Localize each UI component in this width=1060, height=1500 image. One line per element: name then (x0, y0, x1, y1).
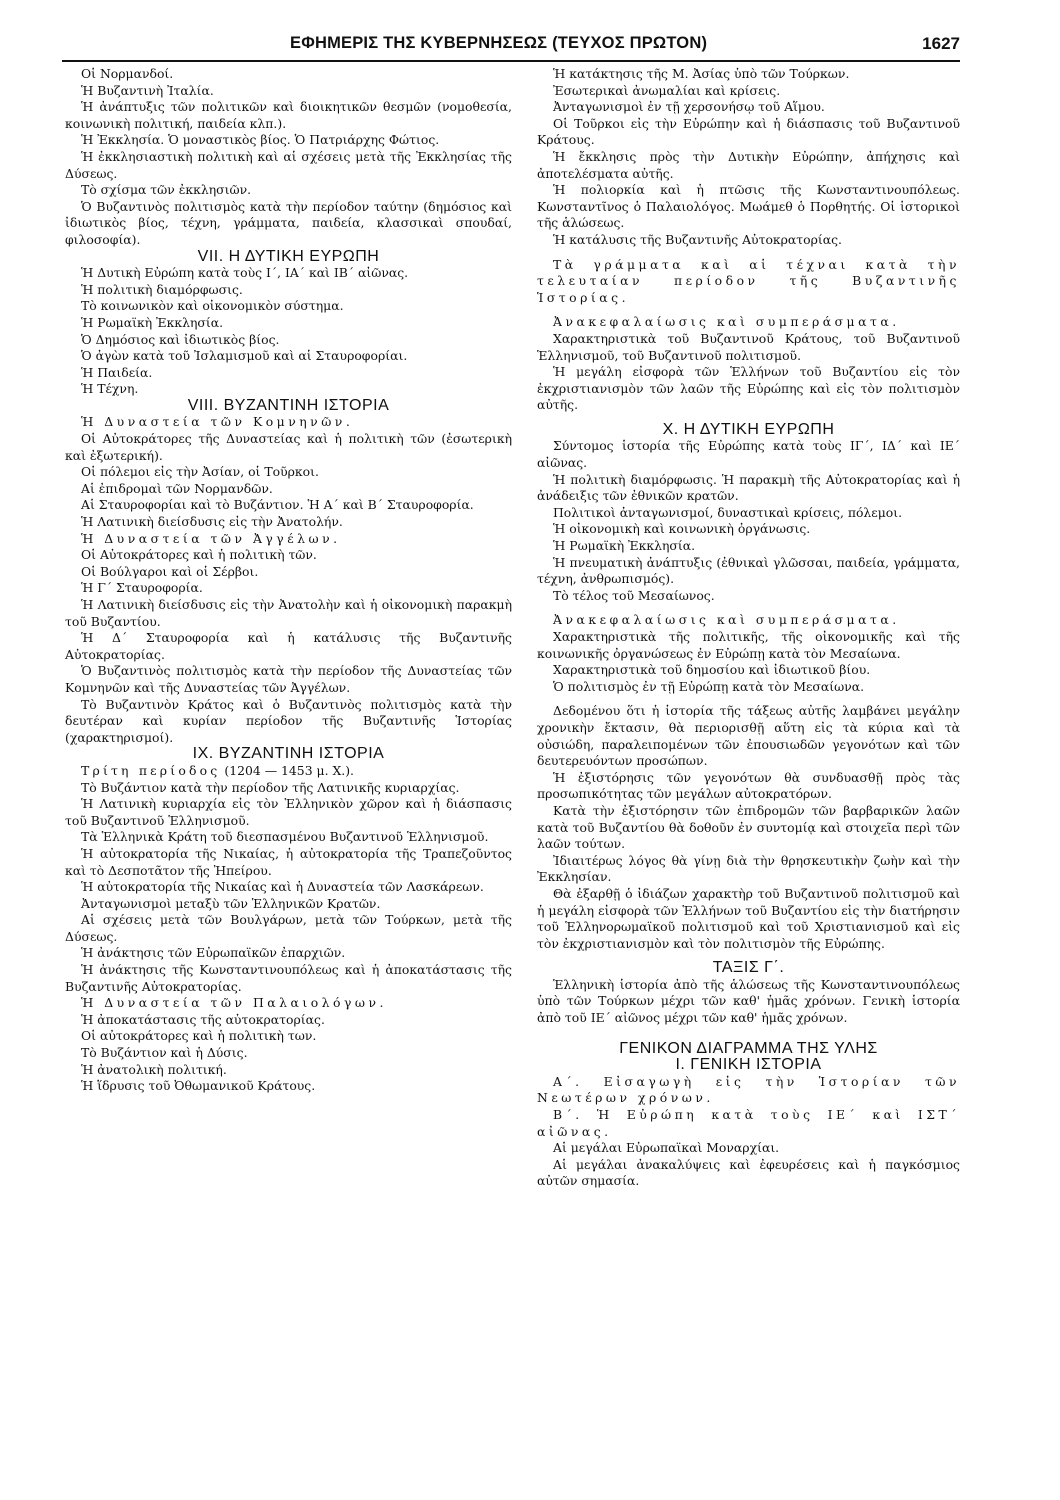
section-heading-x: Χ. Η ΔΥΤΙΚΗ ΕΥΡΩΠΗ (662, 420, 835, 438)
spaced-subheading: Ἡ Δυναστεία τῶν Ἀγγέλων. (81, 530, 341, 546)
text-line: Ἡ Ρωμαϊκὴ Ἐκκλησία. (553, 538, 696, 554)
text-line: Ἡ Τέχνη. (81, 381, 139, 397)
spacer (537, 604, 960, 612)
text-paragraph: Ὁ Βυζαντινὸς πολιτισμὸς κατὰ τὴν περίοδον τῆς Δυναστείας τῶν Κομνηνῶν καὶ τῆς Δυναστείας τῶν Ἀγγέλων. (65, 663, 512, 695)
text-line: Ἡ ἀποκατάστασις τῆς αὐτοκρατορίας. (81, 1011, 325, 1027)
text-paragraph: Τὰ Ἑλληνικὰ Κράτη τοῦ διεσπασμένου Βυζαντινοῦ Ἑλληνισμοῦ. (81, 829, 489, 845)
period-label: Τρίτη περίοδος (81, 762, 221, 778)
text-line: Ἡ πολιτικὴ διαμόρφωσις. (81, 281, 243, 297)
class-heading: ΤΑΞΙΣ Γ΄. (712, 959, 785, 977)
text-paragraph: Ἡ ἐκκλησιαστικὴ πολιτικὴ καὶ αἱ σχέσεις μετὰ τῆς Ἐκκλησίας τῆς Δύσεως. (65, 148, 512, 181)
text-paragraph: Ἡ ἀνάπτυξις τῶν πολιτικῶν καὶ διοικητικῶν θεσμῶν (νομοθεσία, κοινωνικὴ πολιτική, παιδεία κλπ.). (65, 99, 512, 131)
spaced-subheading: Α΄. Εἰσαγωγὴ εἰς τὴν Ἱστορίαν τῶν Νεωτέρων χρόνων. (537, 1073, 960, 1106)
text-line: Τὸ σχίσμα τῶν ἐκκλησιῶν. (81, 182, 252, 198)
spacer (537, 1027, 960, 1041)
text-paragraph: Ἡ μεγάλη εἰσφορὰ τῶν Ἑλλήνων τοῦ Βυζαντίου εἰς τὸν ἐκχριστιανισμὸν τῶν λαῶν τῆς Εὐρώπης καὶ εἰς τὸν πολιτισμὸν αὐτῆς. (537, 364, 960, 413)
text-paragraph: Ἡ ἐξιστόρησις τῶν γεγονότων θὰ συνδυασθῇ πρὸς τὰς προσωπικότητας τῶν μεγάλων αὐτοκρατόρων. (537, 769, 960, 802)
text-line: Οἱ Βούλγαροι καὶ οἱ Σέρβοι. (81, 563, 259, 579)
text-line: Τὸ κοινωνικὸν καὶ οἰκονομικὸν σύστημα. (81, 298, 344, 314)
text-line: Ἡ Παιδεία. (81, 364, 153, 380)
text-line: Οἱ πόλεμοι εἰς τὴν Ἀσίαν, οἱ Τοῦρκοι. (81, 464, 319, 480)
spaced-subheading: Ἡ Δυναστεία τῶν Παλαιολόγων. (81, 995, 387, 1011)
spaced-subheading: Β΄. Ἡ Εὐρώπη κατὰ τοὺς ΙΕ΄ καὶ ΙΣΤ΄ αἰῶνας. (537, 1107, 960, 1139)
section-heading-vii: VII. Η ΔΥΤΙΚΗ ΕΥΡΩΠΗ (197, 247, 380, 265)
section-heading-ix: IX. ΒΥΖΑΝΤΙΝΗ ΙΣΤΟΡΙΑ (192, 745, 385, 763)
right-column (537, 66, 960, 1190)
header-rule (62, 60, 960, 62)
text-line: Οἱ Νορμανδοί. (81, 66, 174, 81)
text-line: Ἡ Βυζαντινὴ Ἰταλία. (81, 82, 214, 98)
text-line: Ἡ ἵδρυσις τοῦ Ὀθωμανικοῦ Κράτους. (81, 1078, 316, 1094)
syllabus-heading: ΓΕΝΙΚΟΝ ΔΙΑΓΡΑΜΜΑ ΤΗΣ ΥΛΗΣ (619, 1039, 878, 1057)
spacer (537, 695, 960, 703)
text-paragraph: Ἡ Ἐκκλησία. Ὁ μοναστικὸς βίος. Ὁ Πατριάρχης Φώτιος. (81, 132, 440, 148)
text-line: Ἡ ἀνατολικὴ πολιτική. (81, 1061, 227, 1077)
page-number: 1627 (922, 34, 960, 53)
text-line: Αἱ μεγάλαι Εὐρωπαϊκαὶ Μοναρχίαι. (553, 1140, 780, 1156)
text-paragraph: Ἰδιαιτέρως λόγος θὰ γίνῃ διὰ τὴν θρησκευτικὴν ζωὴν καὶ τὴν Ἐκκλησίαν. (537, 852, 960, 885)
text-paragraph: Χαρακτηριστικὰ τοῦ Βυζαντινοῦ Κράτους, τοῦ Βυζαντινοῦ Ἑλληνισμοῦ, τοῦ Βυζαντινοῦ πολιτισμοῦ. (537, 330, 960, 363)
left-column (65, 66, 512, 1095)
text-line: Αἱ ἐπιδρομαὶ τῶν Νορμανδῶν. (81, 480, 273, 496)
text-paragraph: Ἡ πολιορκία καὶ ἡ πτῶσις τῆς Κωνσταντινουπόλεως. Κωνσταντῖνος ὁ Παλαιολόγος. Μωάμεθ ὁ Πορθητής. Οἱ ἱστορικοὶ τῆς ἁλώσεως. (537, 182, 960, 231)
text-line: Ἡ κατάλυσις τῆς Βυζαντινῆς Αὐτοκρατορίας. (553, 231, 842, 247)
text-line: Χαρακτηριστικὰ τοῦ δημοσίου καὶ ἰδιωτικοῦ βίου. (553, 662, 871, 678)
text-paragraph: Δεδομένου ὅτι ἡ ἱστορία τῆς τάξεως αὐτῆς λαμβάνει μεγάλην χρονικὴν ἔκτασιν, θὰ περιορισθῇ αὕτη εἰς τὰ κύρια καὶ τὰ οὐσιώδη, παραλειπομένων τῶν ἐπουσιωδῶν γεγονότων καὶ τῶν δευτερευόντων προσώπων. (537, 703, 960, 769)
text-line: Ἡ κατάκτησις τῆς Μ. Ἀσίας ὑπὸ τῶν Τούρκων. (553, 66, 850, 81)
text-line: Ἡ οἰκονομικὴ καὶ κοινωνικὴ ὀργάνωσις. (553, 521, 811, 537)
text-paragraph: Ὁ Βυζαντινὸς πολιτισμὸς κατὰ τὴν περίοδον ταύτην (δημόσιος καὶ ἰδιωτικὸς βίος, τέχνη, γράμματα, παιδεία, κλασσικαὶ σπουδαί, φιλοσοφία). (65, 198, 512, 247)
text-paragraph: Ἡ ἀνάκτησις τῆς Κωνσταντινουπόλεως καὶ ἡ ἀποκατάστασις τῆς Βυζαντινῆς Αὐτοκρατορίας. (65, 962, 512, 994)
period-line (65, 763, 512, 780)
text-paragraph: Οἱ Τοῦρκοι εἰς τὴν Εὐρώπην καὶ ἡ διάσπασις τοῦ Βυζαντινοῦ Κράτους. (537, 115, 960, 148)
text-paragraph: Αἱ μεγάλαι ἀνακαλύψεις καὶ ἐφευρέσεις καὶ ἡ παγκόσμιος αὐτῶν σημασία. (537, 1156, 960, 1189)
text-line: Ἐσωτερικαὶ ἀνωμαλίαι καὶ κρίσεις. (553, 82, 781, 98)
text-line: Ἀνταγωνισμοὶ μεταξὺ τῶν Ἑλληνικῶν Κρατῶν. (81, 895, 381, 911)
spaced-subheading: Ἀνακεφαλαίωσις καὶ συμπεράσματα. (553, 612, 900, 628)
text-paragraph: Τὸ Βυζάντιον κατὰ τὴν περίοδον τῆς Λατινικῆς κυριαρχίας. (81, 779, 460, 795)
text-line: Ὁ Δημόσιος καὶ ἰδιωτικὸς βίος. (81, 331, 280, 347)
text-paragraph: Ἡ πολιτικὴ διαμόρφωσις. Ἡ παρακμὴ τῆς Αὐτοκρατορίας καὶ ἡ ἀνάδειξις τῶν ἐθνικῶν κρατῶν. (537, 471, 960, 504)
text-line: Πολιτικοὶ ἀνταγωνισμοί, δυναστικαὶ κρίσεις, πόλεμοι. (553, 504, 903, 520)
text-paragraph: Αἱ σχέσεις μετὰ τῶν Βουλγάρων, μετὰ τῶν Τούρκων, μετὰ τῆς Δύσεως. (65, 912, 512, 944)
text-paragraph: Θὰ ἐξαρθῇ ὁ ἰδιάζων χαρακτὴρ τοῦ Βυζαντινοῦ πολιτισμοῦ καὶ ἡ μεγάλη εἰσφορὰ τῶν Ἑλλήνων τοῦ Βυζαντίου εἰς τὴν διατήρησιν τοῦ Ἑλληνορωμαϊκοῦ πολιτισμοῦ καὶ τοῦ Χριστιανισμοῦ καὶ εἰς τὸν ἐκχριστιανισμὸν καὶ τὸν πολιτισμὸν τῆς Εὐρώπης. (537, 885, 960, 951)
section-heading-viii: VIII. ΒΥΖΑΝΤΙΝΗ ΙΣΤΟΡΙΑ (187, 396, 390, 414)
general-history-heading: Ι. ΓΕΝΙΚΗ ΙΣΤΟΡΙΑ (675, 1056, 822, 1074)
spacer (537, 249, 960, 257)
text-line: Τὸ Βυζάντιον καὶ ἡ Δύσις. (81, 1045, 248, 1061)
text-paragraph: Ἡ Λατινικὴ κυριαρχία εἰς τὸν Ἑλληνικὸν χῶρον καὶ ἡ διάσπασις τοῦ Βυζαντινοῦ Ἑλληνισμοῦ. (65, 796, 512, 828)
spaced-subheading: Ἡ Δυναστεία τῶν Κομνηνῶν. (81, 414, 354, 430)
text-paragraph: Οἱ Αὐτοκράτορες τῆς Δυναστείας καὶ ἡ πολιτικὴ τῶν (ἐσωτερικὴ καὶ ἐξωτερική). (65, 431, 512, 463)
text-paragraph: Ἑλληνικὴ ἱστορία ἀπὸ τῆς ἁλώσεως τῆς Κωνσταντινουπόλεως ὑπὸ τῶν Τούρκων μέχρι τῶν καθ' ἡμᾶς χρόνων. Γενικὴ ἱστορία ἀπὸ τοῦ ΙΕ΄ αἰῶνος μέχρι τῶν καθ' ἡμᾶς χρόνων. (537, 976, 960, 1026)
text-line: Τὸ τέλος τοῦ Μεσαίωνος. (553, 587, 715, 603)
period-dates: (1204 — 1453 μ. Χ.). (224, 762, 354, 778)
text-line: Οἱ αὐτοκράτορες καὶ ἡ πολιτικὴ των. (81, 1028, 317, 1044)
text-paragraph: Ἡ ἔκκλησις πρὸς τὴν Δυτικὴν Εὐρώπην, ἀπήχησις καὶ ἀποτελέσματα αὐτῆς. (537, 148, 960, 181)
text-line: Ὁ ἀγὼν κατὰ τοῦ Ἰσλαμισμοῦ καὶ αἱ Σταυροφορίαι. (81, 348, 408, 364)
gazette-header-title: ΕΦΗΜΕΡΙΣ ΤΗΣ ΚΥΒΕΡΝΗΣΕΩΣ (ΤΕΥΧΟΣ ΠΡΩΤΟΝ) (290, 34, 708, 52)
spaced-subheading: Τὰ γράμματα καὶ αἱ τέχναι κατὰ τὴν τελευταίαν περίοδον τῆς Βυζαντινῆς Ἱστορίας. (537, 256, 960, 305)
text-line: Ἡ Ρωμαϊκὴ Ἐκκλησία. (81, 314, 224, 330)
text-line: Ὁ πολιτισμὸς ἐν τῇ Εὐρώπῃ κατὰ τὸν Μεσαίωνα. (553, 678, 865, 694)
text-paragraph: Αἱ Σταυροφορίαι καὶ τὸ Βυζάντιον. Ἡ Α΄ καὶ Β΄ Σταυροφορία. (81, 497, 474, 513)
text-paragraph: Χαρακτηριστικὰ τῆς πολιτικῆς, τῆς οἰκονομικῆς καὶ τῆς κοινωνικῆς ὀργανώσεως ἐν Εὐρώπῃ κατὰ τὸν Μεσαίωνα. (537, 629, 960, 661)
text-line: Ἡ ἀνάκτησις τῶν Εὐρωπαϊκῶν ἐπαρχιῶν. (81, 945, 346, 961)
text-paragraph: Ἡ αὐτοκρατορία τῆς Νικαίας, ἡ αὐτοκρατορία τῆς Τραπεζοῦντος καὶ τὸ Δεσποτᾶτον τῆς Ἠπείρου. (65, 845, 512, 878)
text-line: Ἀνταγωνισμοὶ ἐν τῇ χερσονήσῳ τοῦ Αἵμου. (553, 99, 825, 115)
text-paragraph: Ἡ Δ΄ Σταυροφορία καὶ ἡ κατάλυσις τῆς Βυζαντινῆς Αὐτοκρατορίας. (65, 630, 512, 662)
text-paragraph: Σύντομος ἱστορία τῆς Εὐρώπης κατὰ τοὺς ΙΓ΄, ΙΔ΄ καὶ ΙΕ΄ αἰῶνας. (537, 438, 960, 471)
text-line: Ἡ Λατινικὴ διείσδυσις εἰς τὴν Ἀνατολήν. (81, 514, 343, 530)
spacer (537, 306, 960, 314)
text-line: Ἡ Δυτικὴ Εὐρώπη κατὰ τοὺς Ι΄, ΙΑ΄ καὶ ΙΒ΄ αἰῶνας. (81, 265, 409, 281)
text-line: Οἱ Αὐτοκράτορες καὶ ἡ πολιτικὴ τῶν. (81, 547, 317, 563)
text-paragraph: Κατὰ τὴν ἐξιστόρησιν τῶν ἐπιδρομῶν τῶν βαρβαρικῶν λαῶν κατὰ τοῦ Βυζαντίου θὰ δοθοῦν ἐν συντομίᾳ καὶ στοιχεῖα περὶ τῶν λαῶν τούτων. (537, 802, 960, 852)
text-paragraph: Τὸ Βυζαντινὸν Κράτος καὶ ὁ Βυζαντινὸς πολιτισμὸς κατὰ τὴν δευτέραν καὶ κυρίαν περίοδον τῆς Βυζαντινῆς Ἱστορίας (χαρακτηρισμοί). (65, 696, 512, 745)
text-line: Ἡ Γ΄ Σταυροφορία. (81, 580, 203, 596)
text-paragraph: Ἡ Λατινικὴ διείσδυσις εἰς τὴν Ἀνατολὴν καὶ ἡ οἰκονομικὴ παρακμὴ τοῦ Βυζαντίου. (65, 597, 512, 629)
text-paragraph: Ἡ αὐτοκρατορία τῆς Νικαίας καὶ ἡ Δυναστεία τῶν Λασκάρεων. (81, 879, 484, 895)
spaced-subheading: Ἀνακεφαλαίωσις καὶ συμπεράσματα. (553, 314, 900, 330)
text-paragraph: Ἡ πνευματικὴ ἀνάπτυξις (ἐθνικαὶ γλῶσσαι, παιδεία, γράμματα, τέχνη, ἀνθρωπισμός). (537, 554, 960, 587)
